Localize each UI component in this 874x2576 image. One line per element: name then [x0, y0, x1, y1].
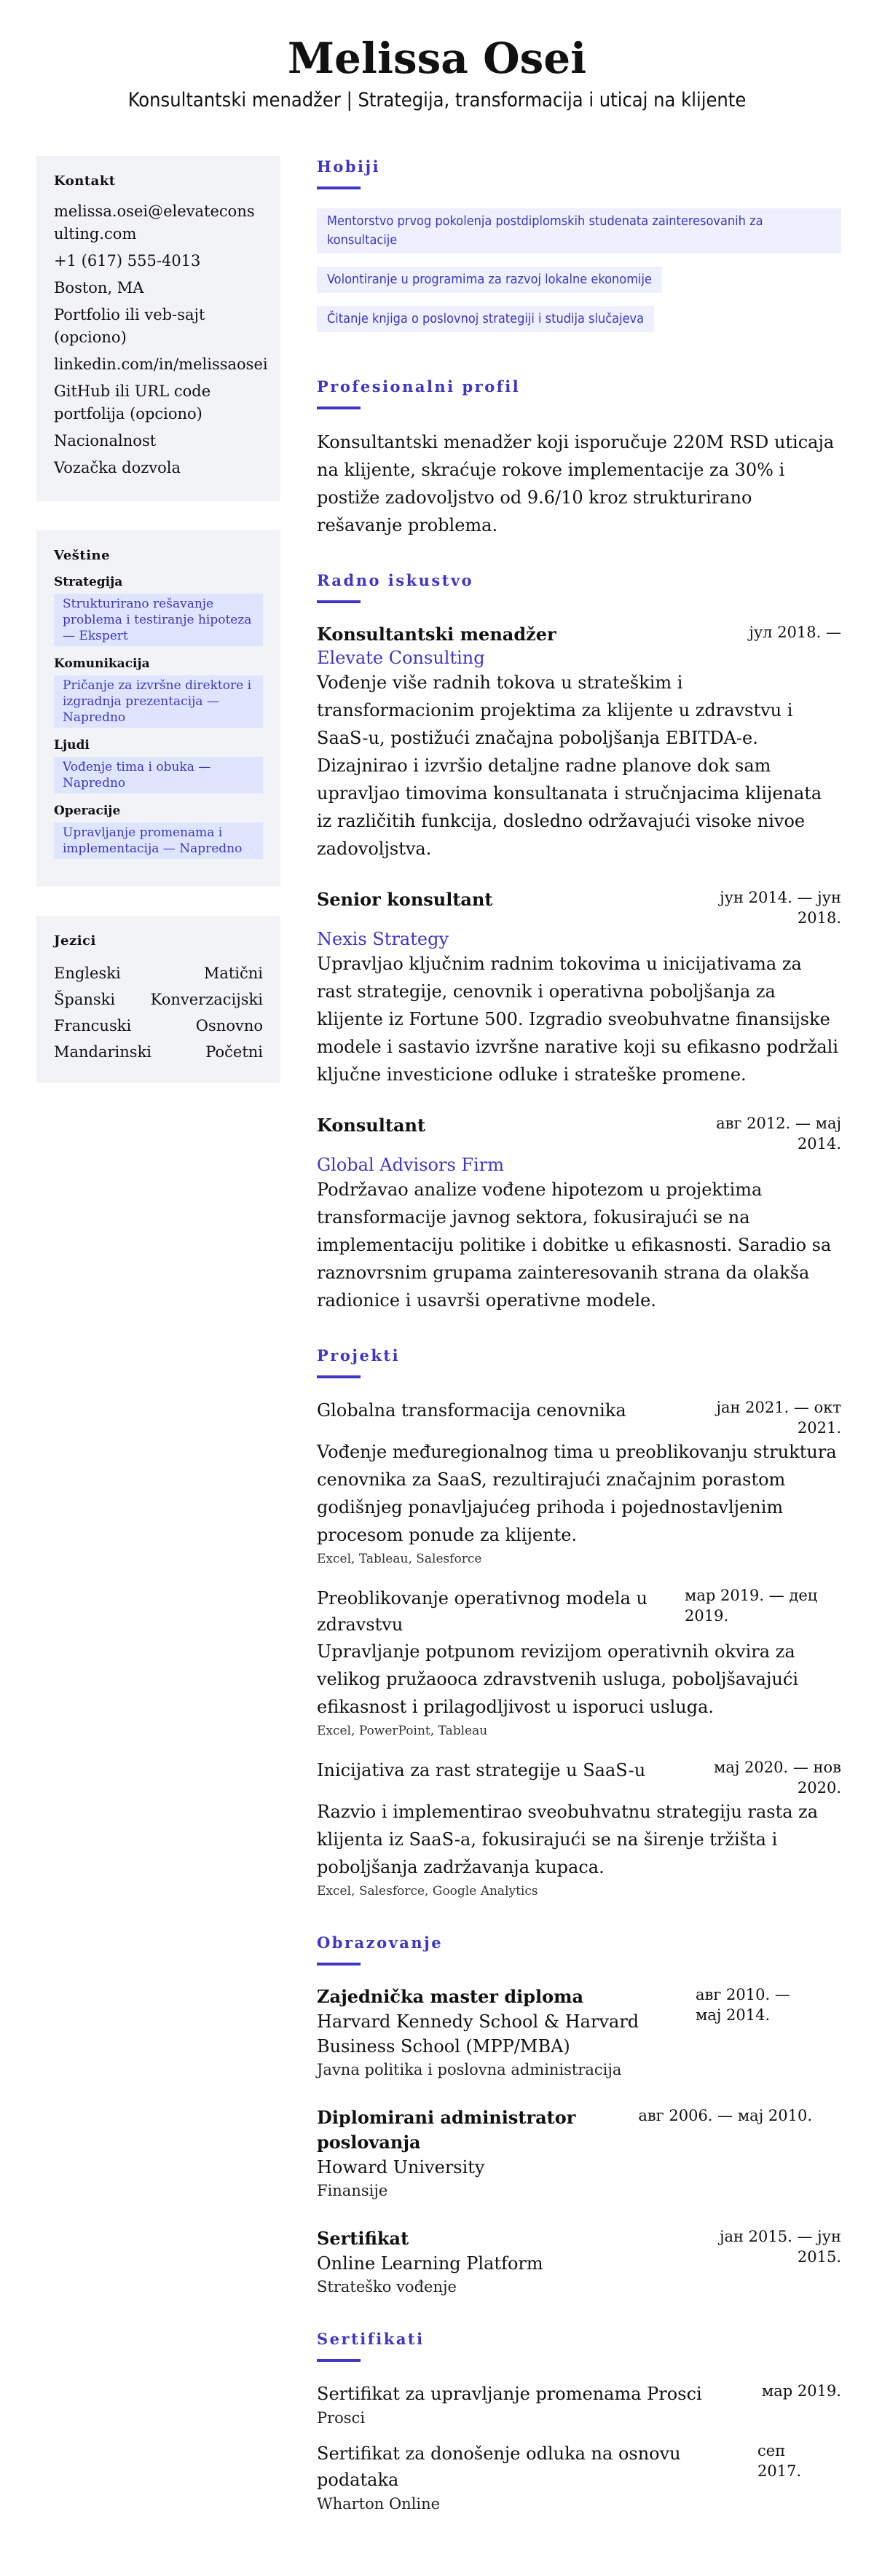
education-item: [317, 2105, 841, 2202]
job-dates: јул 2018. —: [749, 624, 841, 641]
skill-category: Strategija: [54, 575, 123, 589]
language-row: [54, 960, 263, 986]
company-name: Nexis Strategy: [317, 929, 449, 949]
certification-item: [317, 2381, 841, 2429]
project-item: [317, 1757, 841, 1901]
project-item: [317, 1585, 841, 1741]
experience-heading: Radno iskustvo: [317, 571, 474, 589]
field-of-study: Javna politika i poslovna administracija: [317, 2061, 622, 2078]
certification-date: мар 2019.: [761, 2382, 841, 2400]
certification-issuer: Prosci: [317, 2409, 366, 2427]
hobbies-section: [317, 157, 841, 345]
education-dates: авг 2006. — мај 2010.: [638, 2107, 812, 2124]
profile-summary: Konsultantski menadžer koji isporučuje 220M RSD uticaja na klijente, skraćuje rokove implementacije za 30% i postiže zadovoljstvo od 9.6/10 kroz strukturirano rešavanje problema.: [317, 432, 835, 535]
education-dates: јан 2015. — јун 2015.: [719, 2228, 841, 2266]
project-dates: мар 2019. — дец 2019.: [685, 1587, 818, 1625]
contact-github[interactable]: GitHub ili URL code portfolija (opciono): [54, 382, 211, 423]
project-name: Globalna transformacija cenovnika: [317, 1400, 626, 1421]
project-description: Vođenje međuregionalnog tima u preoblikovanju struktura cenovnika za SaaS, rezultirajući značajnim porastom godišnjeg ponavljajućeg prihoda i pojednostavljenim procesom ponude za klijente.: [317, 1442, 837, 1545]
certification-issuer: Wharton Online: [317, 2495, 441, 2513]
languages-box: [36, 916, 280, 1083]
certifications-section: [317, 2330, 841, 2515]
project-description: Razvio i implementirao sveobuhvatnu strategiju rasta za klijenta iz SaaS-a, fokusirajući se na širenje tržišta i poboljšanja zadržavanja kupaca.: [317, 1802, 819, 1877]
hobby-tag: Volontiranje u programima za razvoj lokalne ekonomije: [317, 267, 662, 293]
contact-linkedin[interactable]: linkedin.com/in/melissaosei: [54, 356, 268, 373]
job-dates: јун 2014. — јун 2018.: [720, 889, 841, 927]
heading-underline: [317, 600, 361, 603]
field-of-study: Strateško vođenje: [317, 2278, 457, 2296]
project-dates: мај 2020. — нов 2020.: [714, 1759, 841, 1796]
certification-name: Sertifikat za donošenje odluka na osnovu podataka: [317, 2443, 681, 2490]
project-tools: Excel, Salesforce, Google Analytics: [317, 1884, 538, 1898]
education-dates: авг 2010. — мај 2014.: [696, 1986, 790, 2024]
education-item: [317, 1984, 841, 2081]
heading-underline: [317, 407, 361, 409]
profile-heading: Profesionalni profil: [317, 377, 521, 396]
resume-header: [0, 0, 874, 115]
experience-item: [317, 1113, 841, 1314]
school: Harvard Kennedy School & Harvard Business School (MPP/MBA): [317, 2011, 639, 2057]
language-level: Matični: [203, 965, 263, 982]
main-content: [317, 156, 841, 2547]
headline: Konsultantski menadžer | Strategija, transformacija i uticaj na klijente: [127, 89, 747, 111]
job-title: Konsultantski menadžer: [317, 624, 556, 645]
degree: Diplomirani administrator poslovanja: [317, 2107, 576, 2153]
language-row: [54, 986, 263, 1013]
certification-name: Sertifikat za upravljanje promenama Prosci: [317, 2384, 702, 2404]
job-dates: авг 2012. — мај 2014.: [716, 1115, 841, 1152]
education-section: [317, 1933, 841, 2298]
project-item: [317, 1397, 841, 1569]
project-tools: Excel, PowerPoint, Tableau: [317, 1724, 488, 1738]
skills-heading: Veštine: [54, 548, 111, 563]
project-description: Upravljanje potpunom revizijom operativnih okvira za velikog pružaooca zdravstvenih usluga, poboljšavajući efikasnost i prilagodljivost u isporuci usluga.: [317, 1641, 798, 1717]
job-description: Upravljao ključnim radnim tokovima u inicijativama za rast strategije, cenovnik i operativna poboljšanja za klijente iz Fortune 500. Izgradio sveobuhvatne finansijske modele i sastavio izvršne narative koji su efikasno podržali ključne investicione odluke i strateške promene.: [317, 954, 839, 1085]
language-name: Mandarinski: [54, 1043, 152, 1061]
profile-section: [317, 377, 841, 539]
language-row: [54, 1013, 263, 1039]
contact-location: Boston, MA: [54, 279, 144, 297]
heading-underline: [317, 2359, 361, 2362]
contact-license: Vozačka dozvola: [54, 459, 181, 476]
language-level: Osnovno: [195, 1017, 263, 1034]
contact-box: [36, 156, 280, 501]
education-heading: Obrazovanje: [317, 1933, 444, 1952]
hobby-tag: Čitanje knjiga o poslovnoj strategiji i studija slučajeva: [317, 306, 654, 332]
certifications-heading: Sertifikati: [317, 2330, 425, 2348]
school: Howard University: [317, 2157, 485, 2178]
experience-item: [317, 887, 841, 1088]
skill-pill: Upravljanje promenama i implementacija — Napredno: [54, 822, 263, 859]
company-name: Global Advisors Firm: [317, 1155, 504, 1175]
language-name: Francuski: [54, 1017, 132, 1034]
project-tools: Excel, Tableau, Salesforce: [317, 1552, 482, 1566]
projects-section: [317, 1346, 841, 1901]
skill-pill: Vođenje tima i obuka — Napredno: [54, 757, 263, 793]
skill-category: Operacije: [54, 804, 121, 818]
sidebar: [36, 156, 280, 2547]
contact-nationality: Nacionalnost: [54, 432, 157, 449]
certification-date: сеп 2017.: [757, 2442, 802, 2480]
job-description: Podržavao analize vođene hipotezom u projektima transformacije javnog sektora, fokusirajući se na implementaciju politike i dobitke u efikasnosti. Saradio sa raznovrsnim grupama zainteresovanih strana da olakša radionice i usavrši operativne modele.: [317, 1179, 832, 1311]
field-of-study: Finansije: [317, 2182, 388, 2199]
skill-pill: Strukturirano rešavanje problema i testiranje hipoteza — Ekspert: [54, 594, 263, 646]
company-name: Elevate Consulting: [317, 648, 485, 668]
heading-underline: [317, 1375, 361, 1378]
school: Online Learning Platform: [317, 2253, 543, 2274]
skill-category: Ljudi: [54, 738, 90, 753]
skill-category: Komunikacija: [54, 656, 150, 671]
hobbies-heading: Hobiji: [317, 157, 381, 176]
certification-item: [317, 2440, 841, 2515]
language-name: Španski: [54, 991, 116, 1008]
project-name: Inicijativa za rast strategije u SaaS-u: [317, 1760, 646, 1780]
contact-portfolio[interactable]: Portfolio ili veb-sajt (opciono): [54, 306, 205, 346]
hobby-tag: Mentorstvo prvog pokolenja postdiplomskih studenata zainteresovanih za konsultacije: [317, 208, 841, 254]
skill-pill: Pričanje za izvršne direktore i izgradnja prezentacija — Napredno: [54, 675, 263, 728]
experience-item: [317, 622, 841, 863]
projects-heading: Projekti: [317, 1346, 401, 1364]
languages-heading: Jezici: [54, 933, 96, 949]
contact-heading: Kontakt: [54, 173, 116, 189]
heading-underline: [317, 186, 361, 189]
job-title: Senior konsultant: [317, 889, 493, 910]
job-description: Vođenje više radnih tokova u strateškim i transformacionim projektima za klijente u zdravstvu i SaaS-u, postižući značajna poboljšanja EBITDA-e. Dizajnirao i izvršio detaljne radne planove dok sam upravljao timovima konsultanata i stručnjacima klijenata iz različitih funkcija, dosledno održavajući visoke nivoe zadovoljstva.: [317, 672, 822, 859]
degree: Sertifikat: [317, 2228, 409, 2249]
contact-email[interactable]: melissa.osei@elevateconsulting.com: [54, 203, 255, 243]
project-dates: јан 2021. — окт 2021.: [716, 1399, 841, 1437]
heading-underline: [317, 1963, 361, 1966]
language-row: [54, 1039, 263, 1065]
experience-section: [317, 571, 841, 1314]
language-name: Engleski: [54, 965, 121, 982]
education-item: [317, 2226, 841, 2298]
candidate-name: Melissa Osei: [287, 34, 587, 83]
skills-box: [36, 530, 280, 887]
contact-phone[interactable]: +1 (617) 555-4013: [54, 252, 201, 270]
job-title: Konsultant: [317, 1115, 426, 1136]
language-level: Konverzacijski: [150, 991, 263, 1008]
project-name: Preoblikovanje operativnog modela u zdravstvu: [317, 1588, 647, 1635]
language-level: Početni: [205, 1043, 263, 1061]
degree: Zajednička master diploma: [317, 1986, 584, 2007]
